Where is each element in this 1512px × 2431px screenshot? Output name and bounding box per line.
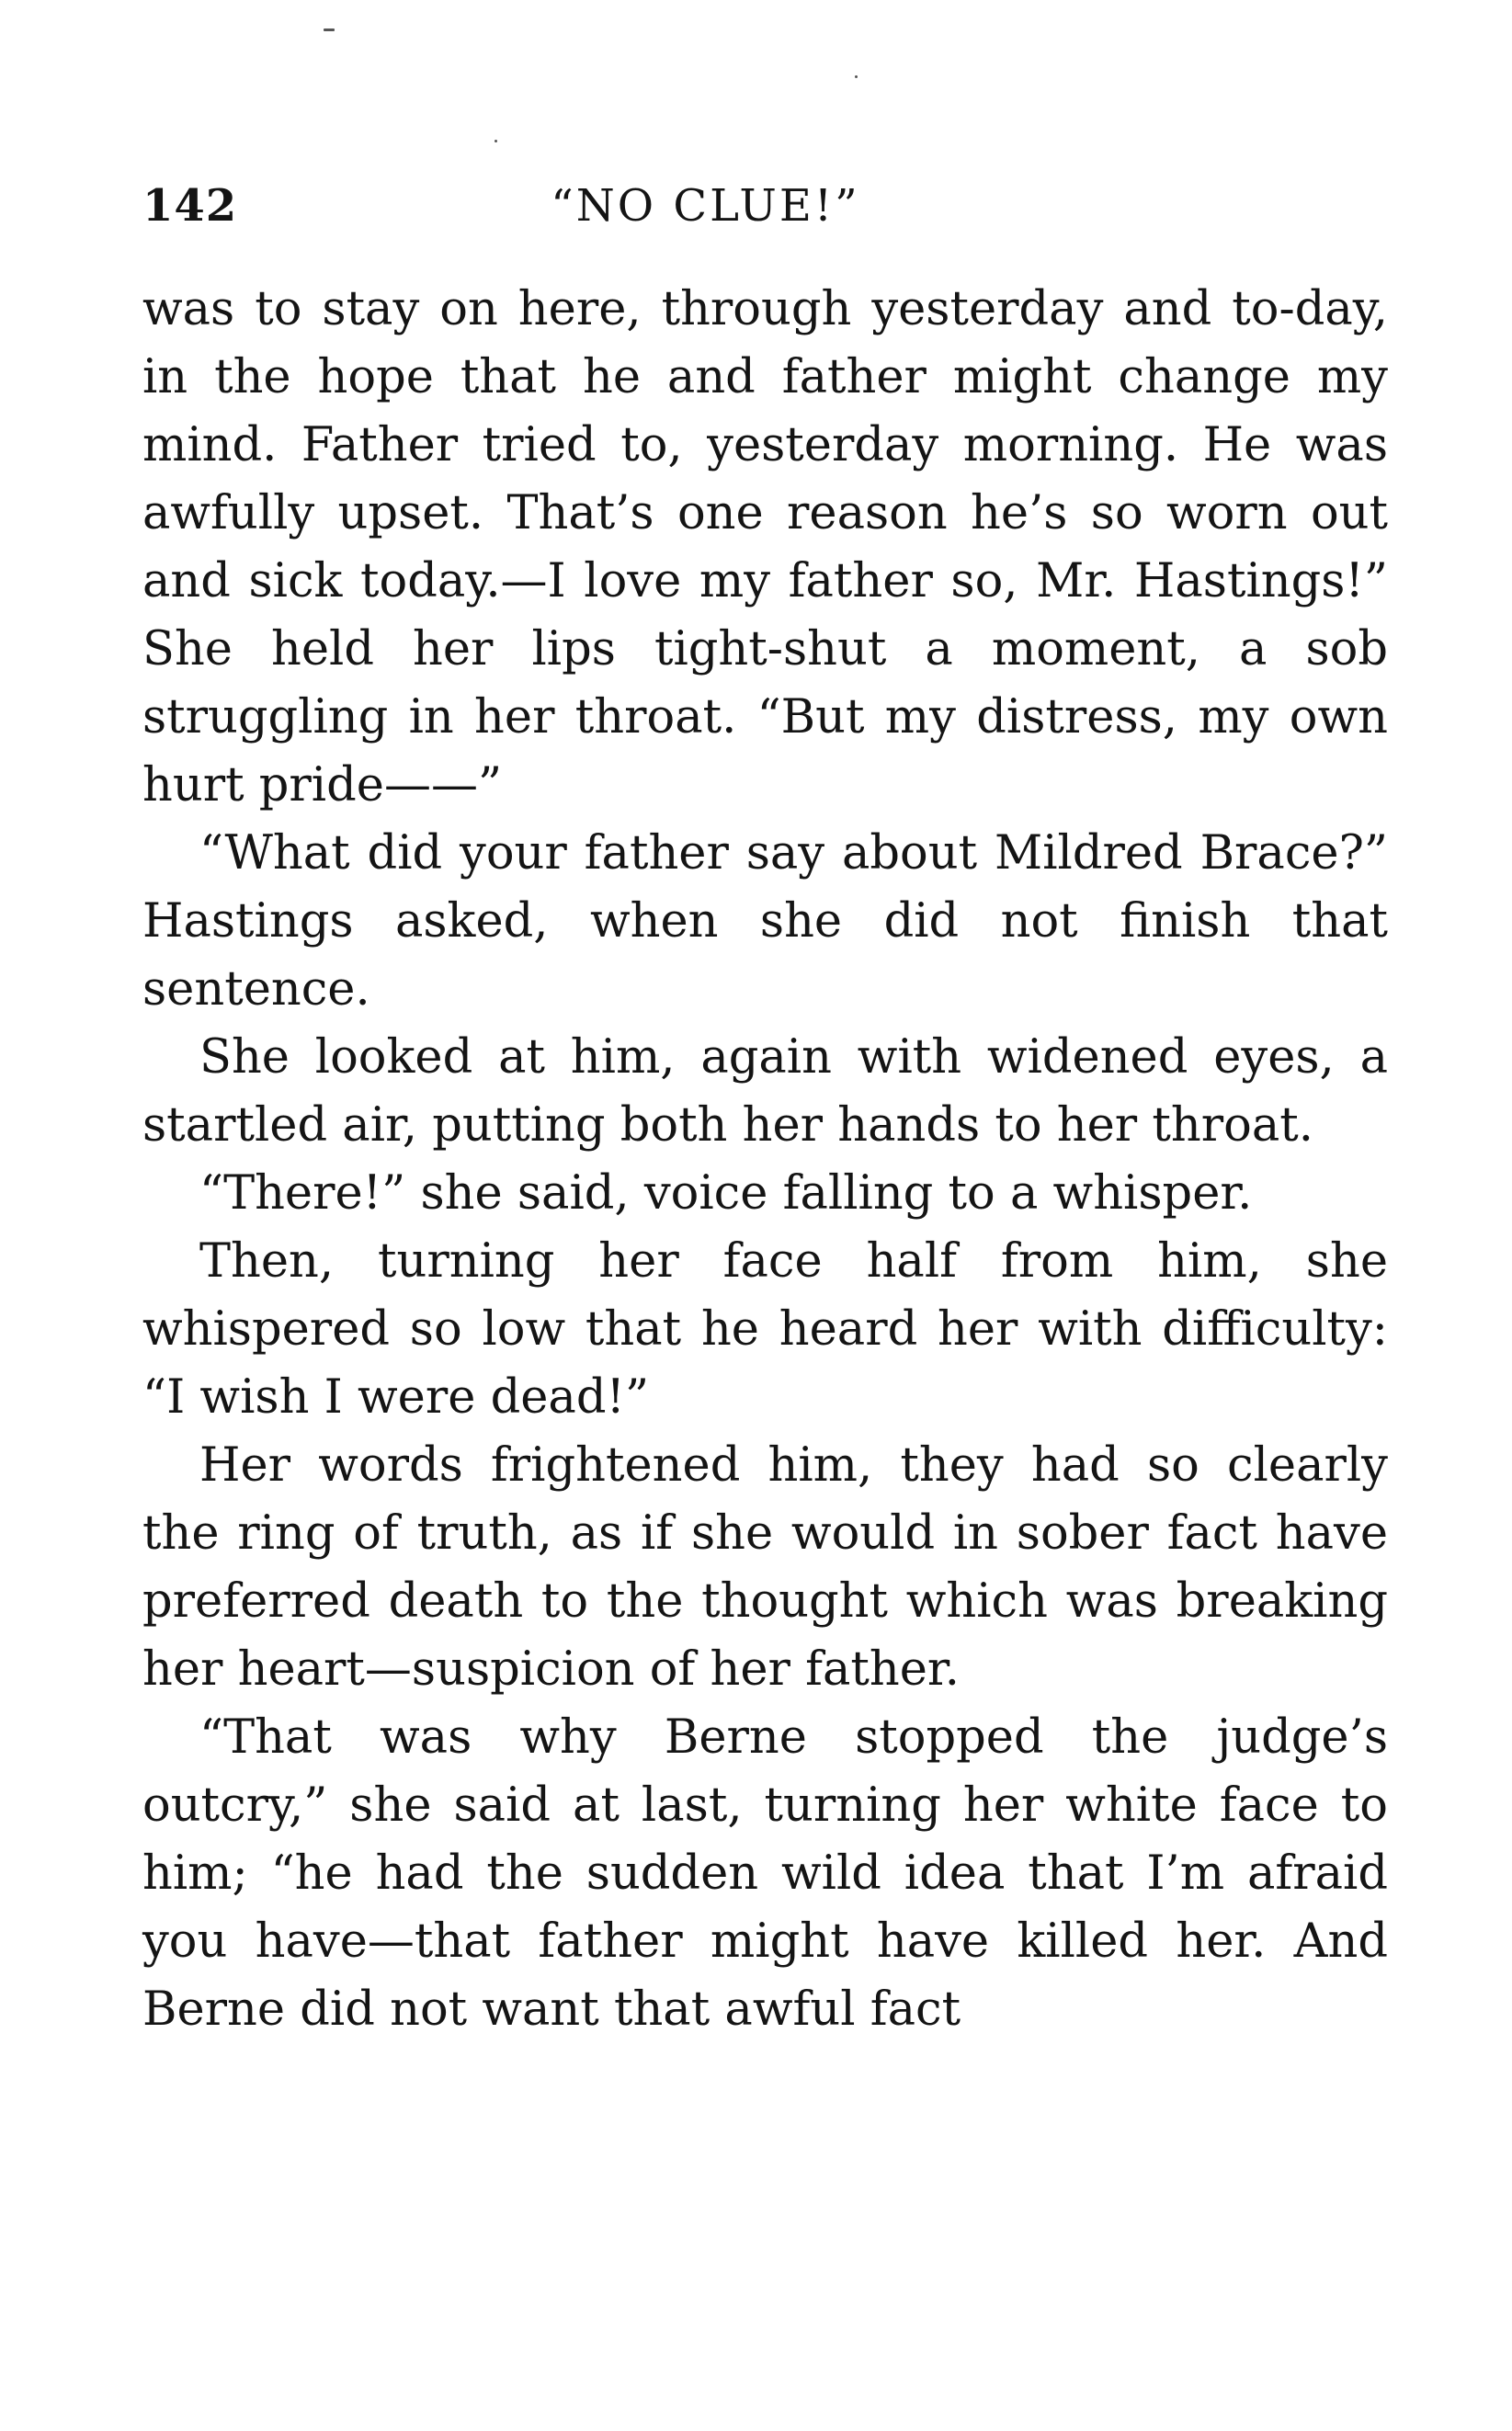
running-title: “NO CLUE!” bbox=[551, 180, 860, 232]
paragraph: “What did your father say about Mildred Brace?” Hastings asked, when she did not finish that sentence. bbox=[142, 826, 1388, 1017]
print-speck bbox=[324, 28, 335, 31]
paragraph: “There!” she said, voice falling to a whisper. bbox=[199, 1166, 1253, 1221]
body-text bbox=[142, 276, 1388, 2044]
page-header bbox=[142, 180, 1388, 244]
paragraph: Her words frightened him, they had so clearly the ring of truth, as if she would in sober fact have preferred death to the thought which was breaking her heart—suspicion of her father. bbox=[142, 1438, 1388, 1697]
print-speck bbox=[495, 140, 497, 142]
paragraph: “That was why Berne stopped the judge’s outcry,” she said at last, turning her white face to him; “he had the sudden wild idea that I’m afraid you have—that father might have killed her. And Berne did not want that awful fact bbox=[142, 1710, 1388, 2037]
print-speck bbox=[855, 75, 858, 78]
paragraph: Then, turning her face half from him, she whispered so low that he heard her with difficulty: “I wish I were dead!” bbox=[142, 1234, 1388, 1425]
page-number: 142 bbox=[142, 180, 238, 232]
paragraph: was to stay on here, through yesterday and to-day, in the hope that he and father might change my mind. Father tried to, yesterday morning. He was awfully upset. That’s one reason he’s so worn out and sick today.—I love my father so, Mr. Hastings!” She held her lips tight-shut a moment, a sob struggling in her throat. “But my distress, my own hurt pride——” bbox=[142, 282, 1388, 812]
paragraph: She looked at him, again with widened eyes, a startled air, putting both her hands to her throat. bbox=[142, 1030, 1388, 1153]
